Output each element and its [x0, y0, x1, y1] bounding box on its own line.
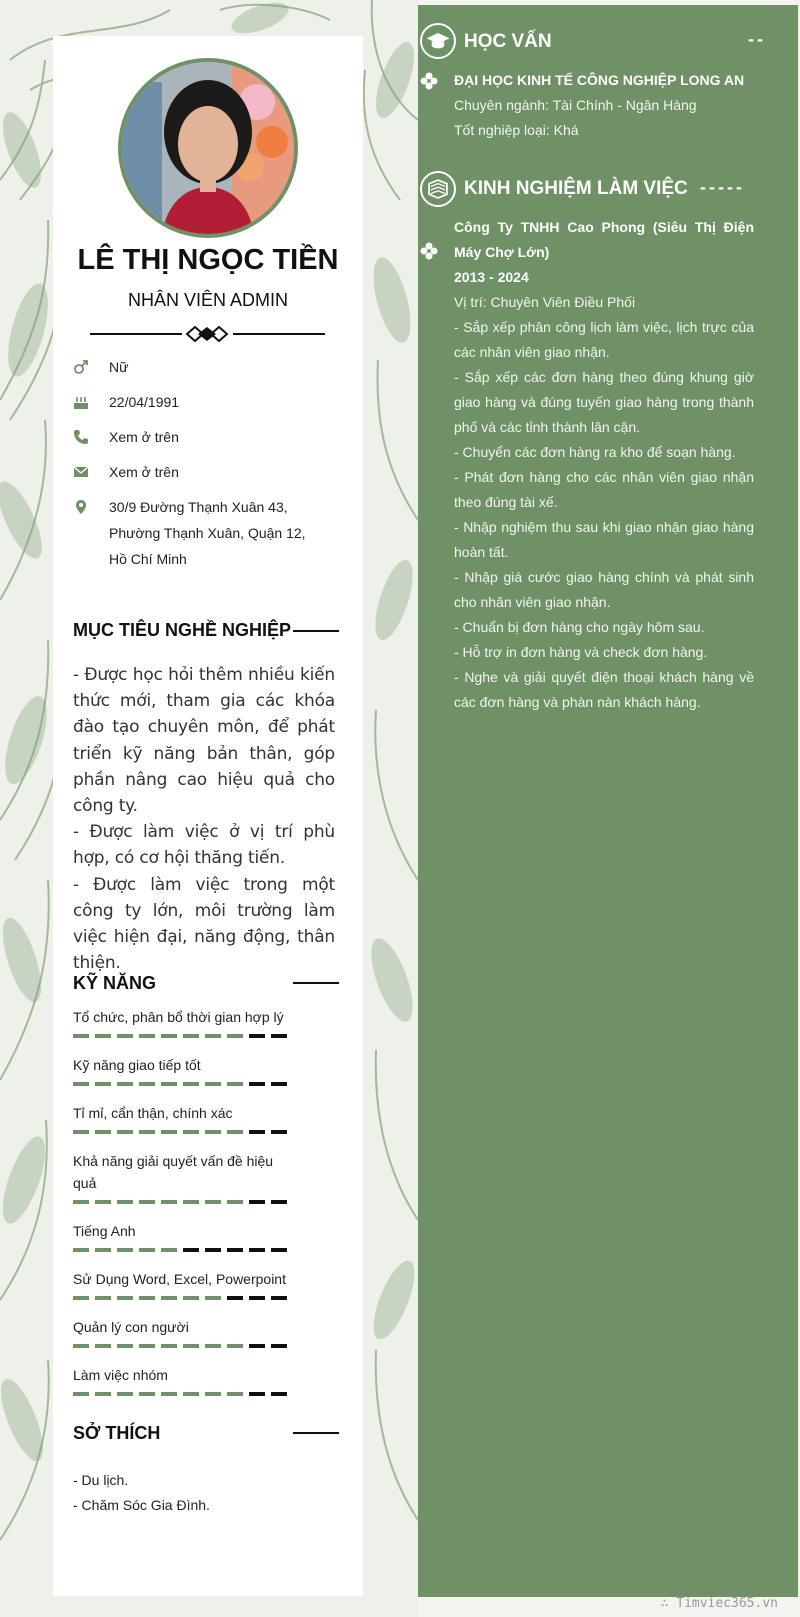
skill-segment-filled: [183, 1034, 199, 1038]
hobby-item: - Du lịch.: [73, 1472, 129, 1488]
skill-segment-filled: [95, 1392, 111, 1396]
education-school: ĐẠI HỌC KINH TẾ CÔNG NGHIỆP LONG AN: [454, 72, 745, 88]
skill-segment-empty: [271, 1392, 287, 1396]
skill-segment-filled: [161, 1034, 177, 1038]
experience-period: 2013 - 2024: [454, 269, 529, 285]
skill-segment-filled: [95, 1344, 111, 1348]
skill-segment-filled: [73, 1034, 89, 1038]
skill-segment-filled: [161, 1130, 177, 1134]
skill-segment-filled: [117, 1200, 133, 1204]
skill-name: Tiếng Anh: [73, 1223, 136, 1239]
skill-segment-filled: [139, 1296, 155, 1300]
skill-name: Sử Dụng Word, Excel, Powerpoint: [73, 1271, 286, 1287]
right-column: [418, 5, 798, 1597]
skill-segment-empty: [249, 1392, 265, 1396]
skill-segment-filled: [227, 1200, 243, 1204]
objective-text: [73, 662, 335, 976]
skill-segment-empty: [249, 1296, 265, 1300]
skill-segment-filled: [117, 1034, 133, 1038]
skill-segment-filled: [73, 1200, 89, 1204]
skill-level-bar: [73, 1200, 291, 1204]
skill-segment-filled: [227, 1392, 243, 1396]
skill-segment-filled: [73, 1344, 89, 1348]
skill-segment-filled: [95, 1034, 111, 1038]
skill-segment-filled: [161, 1082, 177, 1086]
skill-name: Quản lý con người: [73, 1319, 189, 1335]
skill-name: Khả năng giải quyết vấn đề hiệu quả: [73, 1153, 274, 1191]
skill-segment-filled: [73, 1392, 89, 1396]
skill-segment-empty: [271, 1034, 287, 1038]
skill-segment-filled: [183, 1082, 199, 1086]
skill-segment-filled: [139, 1034, 155, 1038]
skill-segment-empty: [271, 1344, 287, 1348]
skill-segment-filled: [205, 1034, 221, 1038]
skill-segment-empty: [227, 1248, 243, 1252]
avatar: [118, 58, 298, 238]
objective-line: - Được làm việc trong một công ty lớn, môi trường làm việc hiện đại, năng động, thân thiện.: [73, 874, 335, 974]
phone-icon: [73, 429, 89, 445]
hobbies-title: SỞ THÍCH: [73, 1423, 161, 1443]
skill-level-bar: [73, 1082, 291, 1086]
skill-segment-filled: [73, 1130, 89, 1134]
skill-segment-filled: [227, 1034, 243, 1038]
skill-segment-filled: [73, 1248, 89, 1252]
skill-segment-filled: [183, 1296, 199, 1300]
avatar-photo: [122, 62, 294, 234]
skill-segment-empty: [271, 1082, 287, 1086]
phone-value: Xem ở trên: [109, 429, 179, 445]
skill-name: Kỹ năng giao tiếp tốt: [73, 1057, 201, 1073]
education-major: Chuyên ngành: Tài Chính - Ngân Hàng: [454, 97, 697, 113]
experience-company: Công Ty TNHH Cao Phong (Siêu Thị Điện Máy Chợ Lớn): [454, 219, 754, 260]
name-divider: [90, 326, 325, 342]
education-grade: Tốt nghiệp loại: Khá: [454, 122, 579, 138]
skill-segment-filled: [183, 1200, 199, 1204]
experience-duty: - Chuyển các đơn hàng ra kho để soạn hàng.: [454, 444, 736, 460]
experience-duty: - Nhập giá cước giao hàng chính và phát sinh cho nhân viên giao nhận.: [454, 569, 754, 610]
experience-duty: - Phát đơn hàng cho các nhân viên giao nhận theo đúng tài xế.: [454, 469, 754, 510]
skill-name: Tổ chức, phân bổ thời gian hợp lý: [73, 1009, 284, 1025]
skill-segment-filled: [161, 1200, 177, 1204]
skills-title: KỸ NĂNG: [73, 973, 157, 993]
experience-duty: - Chuẩn bị đơn hàng cho ngày hôm sau.: [454, 619, 705, 635]
skill-segment-filled: [73, 1296, 89, 1300]
experience-duty: - Sắp xếp phân công lịch làm việc, lịch trực của các nhân viên giao nhận.: [454, 319, 754, 360]
skill-segment-empty: [271, 1130, 287, 1134]
skill-segment-filled: [183, 1344, 199, 1348]
experience-duty: - Nghe và giải quyết điện thoại khách hàng về các đơn hàng và phàn nàn khách hàng.: [454, 669, 754, 710]
skill-item: [73, 1006, 291, 1038]
hobby-item: - Chăm Sóc Gia Đình.: [73, 1497, 210, 1513]
graduation-cap-icon: [420, 23, 456, 59]
skill-segment-filled: [205, 1392, 221, 1396]
skill-segment-filled: [117, 1392, 133, 1396]
skill-segment-filled: [117, 1248, 133, 1252]
experience-duty: - Sắp xếp các đơn hàng theo đúng khung giờ giao hàng và đúng tuyến giao hàng trong thành phố và các tỉnh thành lân cận.: [454, 369, 754, 435]
envelope-icon: [73, 464, 89, 480]
skill-segment-filled: [139, 1082, 155, 1086]
skill-segment-filled: [205, 1296, 221, 1300]
skill-level-bar: [73, 1034, 291, 1038]
cake-icon: [73, 394, 89, 410]
skill-segment-filled: [139, 1130, 155, 1134]
skill-item: [73, 1268, 291, 1300]
flower-icon: [420, 72, 438, 90]
hobbies-title-line: [293, 1432, 339, 1434]
skill-segment-filled: [161, 1344, 177, 1348]
skill-segment-filled: [161, 1392, 177, 1396]
candidate-name: LÊ THỊ NGỌC TIỀN: [77, 244, 339, 276]
skill-item: [73, 1102, 291, 1134]
skill-segment-filled: [227, 1082, 243, 1086]
skill-segment-filled: [117, 1082, 133, 1086]
skill-segment-filled: [161, 1248, 177, 1252]
experience-duty: - Hỗ trợ in đơn hàng và check đơn hàng.: [454, 644, 708, 660]
skill-segment-filled: [95, 1248, 111, 1252]
skill-segment-empty: [205, 1248, 221, 1252]
experience-block: [454, 215, 754, 715]
objective-line: - Được làm việc ở vị trí phù hợp, có cơ hội thăng tiến.: [73, 822, 335, 869]
address-value: 30/9 Đường Thạnh Xuân 43, Phường Thạnh Xuân, Quận 12, Hồ Chí Minh: [109, 499, 306, 567]
left-column: [53, 36, 363, 1596]
skill-segment-filled: [95, 1082, 111, 1086]
skills-title-line: [293, 982, 339, 984]
skill-segment-filled: [73, 1082, 89, 1086]
education-title: HỌC VẤN: [464, 31, 552, 52]
skill-segment-empty: [249, 1200, 265, 1204]
flower-icon: [420, 242, 438, 260]
skill-segment-empty: [271, 1200, 287, 1204]
education-dash: --: [748, 29, 766, 49]
skill-segment-filled: [183, 1392, 199, 1396]
skill-segment-filled: [205, 1200, 221, 1204]
skill-segment-empty: [183, 1248, 199, 1252]
book-icon: [420, 171, 456, 207]
experience-position: Vị trí: Chuyên Viên Điều Phối: [454, 294, 636, 310]
skill-segment-filled: [183, 1130, 199, 1134]
skill-item: [73, 1054, 291, 1086]
skill-segment-filled: [139, 1344, 155, 1348]
skill-segment-empty: [249, 1082, 265, 1086]
skill-level-bar: [73, 1248, 291, 1252]
skill-segment-empty: [227, 1296, 243, 1300]
experience-title: KINH NGHIỆM LÀM VIỆC: [464, 178, 688, 199]
education-block: [454, 68, 754, 143]
skill-name: Làm việc nhóm: [73, 1367, 168, 1383]
skill-segment-filled: [95, 1130, 111, 1134]
skill-segment-filled: [95, 1200, 111, 1204]
skill-segment-empty: [249, 1130, 265, 1134]
skill-level-bar: [73, 1296, 291, 1300]
skill-item: [73, 1150, 291, 1204]
skill-level-bar: [73, 1130, 291, 1134]
experience-duty: - Nhập nghiệm thu sau khi giao nhận giao hàng hoàn tất.: [454, 519, 754, 560]
objective-title: MỤC TIÊU NGHỀ NGHIỆP: [73, 620, 292, 640]
footer-watermark: ∴ Timviec365.vn: [660, 1596, 778, 1611]
gender-value: Nữ: [109, 359, 129, 375]
skill-segment-filled: [139, 1392, 155, 1396]
skill-segment-filled: [161, 1296, 177, 1300]
skill-segment-filled: [205, 1344, 221, 1348]
skill-segment-filled: [117, 1296, 133, 1300]
skill-segment-filled: [227, 1344, 243, 1348]
birthday-value: 22/04/1991: [109, 394, 180, 410]
skill-level-bar: [73, 1392, 291, 1396]
skill-segment-filled: [139, 1200, 155, 1204]
skill-level-bar: [73, 1344, 291, 1348]
skill-segment-filled: [117, 1344, 133, 1348]
skill-segment-empty: [271, 1248, 287, 1252]
skill-item: [73, 1364, 291, 1396]
gender-icon: [73, 359, 89, 375]
skill-segment-empty: [249, 1034, 265, 1038]
experience-dash: -----: [700, 177, 745, 197]
skill-segment-empty: [249, 1344, 265, 1348]
candidate-role: NHÂN VIÊN ADMIN: [127, 290, 289, 310]
skill-name: Tỉ mỉ, cẩn thận, chính xác: [73, 1105, 233, 1121]
skill-segment-filled: [139, 1248, 155, 1252]
skill-segment-filled: [95, 1296, 111, 1300]
skill-item: [73, 1316, 291, 1348]
email-value: Xem ở trên: [109, 464, 179, 480]
skill-segment-filled: [205, 1130, 221, 1134]
skill-segment-filled: [227, 1130, 243, 1134]
objective-line: - Được học hỏi thêm nhiều kiến thức mới, tham gia các khóa đào tạo chuyên môn, để phát triển kỹ năng bản thân, góp phần nâng cao hiệu quả cho công ty.: [73, 665, 335, 817]
skill-segment-filled: [205, 1082, 221, 1086]
map-marker-icon: [73, 499, 89, 515]
skill-item: [73, 1220, 291, 1252]
skill-segment-filled: [117, 1130, 133, 1134]
skill-segment-empty: [249, 1248, 265, 1252]
objective-title-line: [293, 630, 339, 632]
skill-segment-empty: [271, 1296, 287, 1300]
